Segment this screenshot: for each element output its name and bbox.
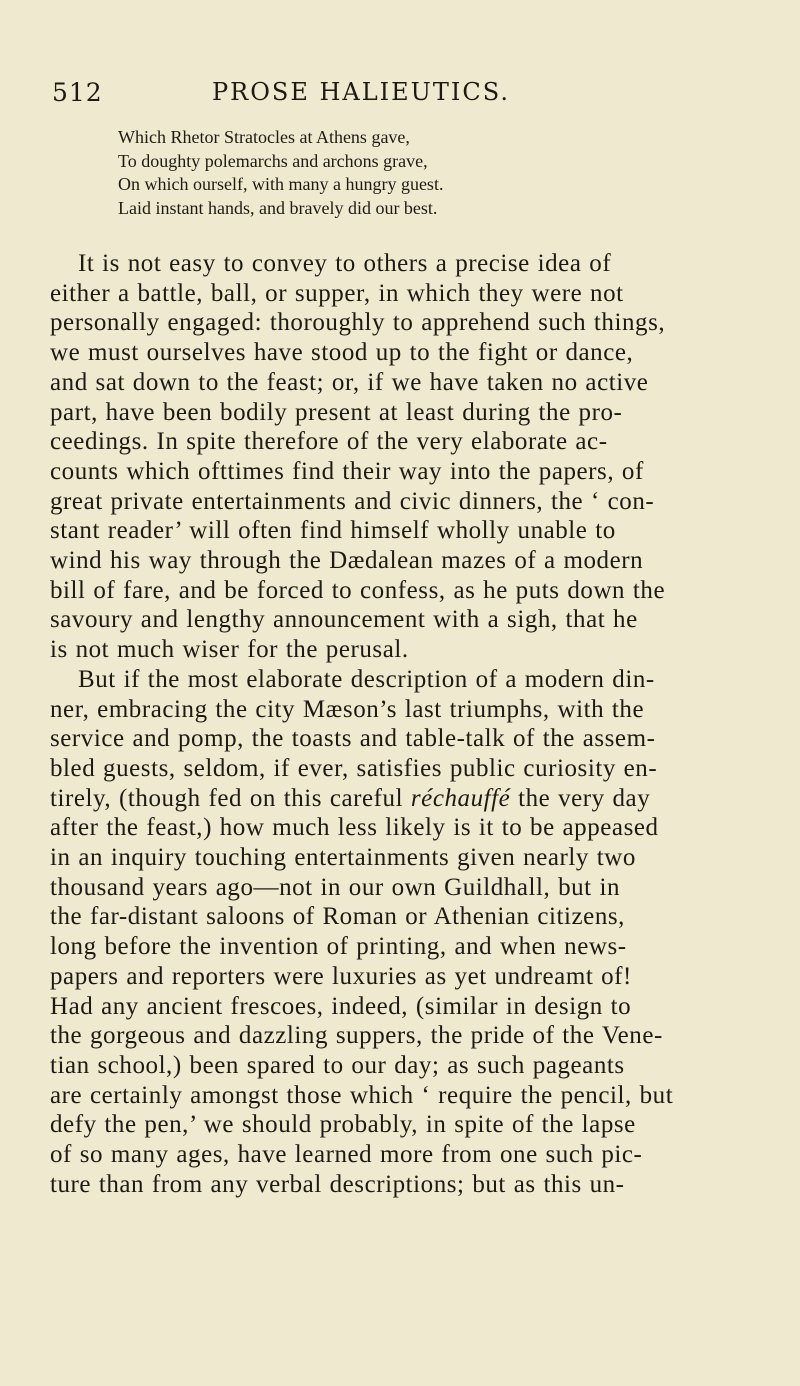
verse-line: Laid instant hands, and bravely did our best. [118, 197, 438, 218]
paragraph-line: the gorgeous and dazzling suppers, the pride of the Vene- [50, 1022, 663, 1050]
paragraph-line: is not much wiser for the perusal. [50, 636, 409, 664]
paragraph-line: It is not easy to convey to others a precise idea of [78, 250, 612, 277]
paragraph-line: part, have been bodily present at least during the pro- [50, 398, 623, 426]
paragraph-line: tian school,) been spared to our day; as such pageants [50, 1051, 625, 1079]
paragraph-line: great private entertainments and civic dinners, the ‘ con- [50, 487, 655, 515]
paragraph-line: service and pomp, the toasts and table-talk of the assem- [50, 725, 656, 753]
paragraph-line: thousand years ago—not in our own Guildhall, but in [50, 873, 621, 901]
paragraph-line: are certainly amongst those which ‘ require the pencil, but [50, 1081, 674, 1109]
paragraph-line: bled guests, seldom, if ever, satisfies public curiosity en- [50, 754, 658, 782]
verse-line: To doughty polemarchs and archons grave, [118, 150, 428, 171]
paragraph-line: defy the pen,’ we should probably, in spite of the lapse [50, 1111, 636, 1139]
running-head [52, 78, 742, 110]
paragraph-line: papers and reporters were luxuries as yet undreamt of! [50, 962, 632, 990]
italic-term: réchauffé [410, 784, 511, 812]
paragraph-line: But if the most elaborate description of a modern din- [78, 665, 655, 693]
text-run: tirely, (though fed on this careful [50, 784, 404, 812]
paragraph-line: after the feast,) how much less likely is it to be appeased [50, 814, 659, 842]
verse-line: Which Rhetor Stratocles at Athens gave, [118, 127, 410, 147]
running-title: PROSE HALIEUTICS. [212, 78, 510, 106]
paragraph-line [50, 784, 760, 814]
verse-quotation [118, 126, 738, 220]
paragraph-line: we must ourselves have stood up to the fight or dance, [50, 339, 634, 367]
paragraph-line: savoury and lengthy announcement with a sigh, that he [50, 606, 638, 634]
paragraph-line: either a battle, ball, or supper, in which they were not [50, 279, 624, 307]
paragraph-line: of so many ages, have learned more from one such pic- [50, 1141, 643, 1169]
prose-body [50, 249, 760, 1200]
paragraph-line: wind his way through the Dædalean mazes of a modern [50, 547, 644, 575]
paragraph-line: the far-distant saloons of Roman or Athenian citizens, [50, 903, 625, 931]
paragraph-line: and sat down to the feast; or, if we have taken no active [50, 368, 649, 396]
paragraph-line: long before the invention of printing, and when news- [50, 933, 627, 961]
paragraph-line: bill of fare, and be forced to confess, as he puts down the [50, 576, 666, 604]
paragraph-line: Had any ancient frescoes, indeed, (similar in design to [50, 992, 632, 1020]
page-number: 512 [52, 78, 103, 107]
verse-line: On which ourself, with many a hungry guest. [118, 174, 444, 194]
paragraph-line: ture than from any verbal descriptions; but as this un- [50, 1170, 625, 1198]
paragraph-line: ner, embracing the city Mæson’s last triumphs, with the [50, 695, 645, 723]
text-run: the very day [518, 784, 651, 812]
paragraph-line: in an inquiry touching entertainments given nearly two [50, 844, 636, 872]
paragraph-line: counts which ofttimes find their way into the papers, of [50, 457, 644, 485]
paragraph-line: stant reader’ will often find himself wholly unable to [50, 517, 616, 545]
paragraph-line: ceedings. In spite therefore of the very elaborate ac- [50, 428, 608, 456]
paragraph-line: personally engaged: thoroughly to apprehend such things, [50, 309, 666, 337]
